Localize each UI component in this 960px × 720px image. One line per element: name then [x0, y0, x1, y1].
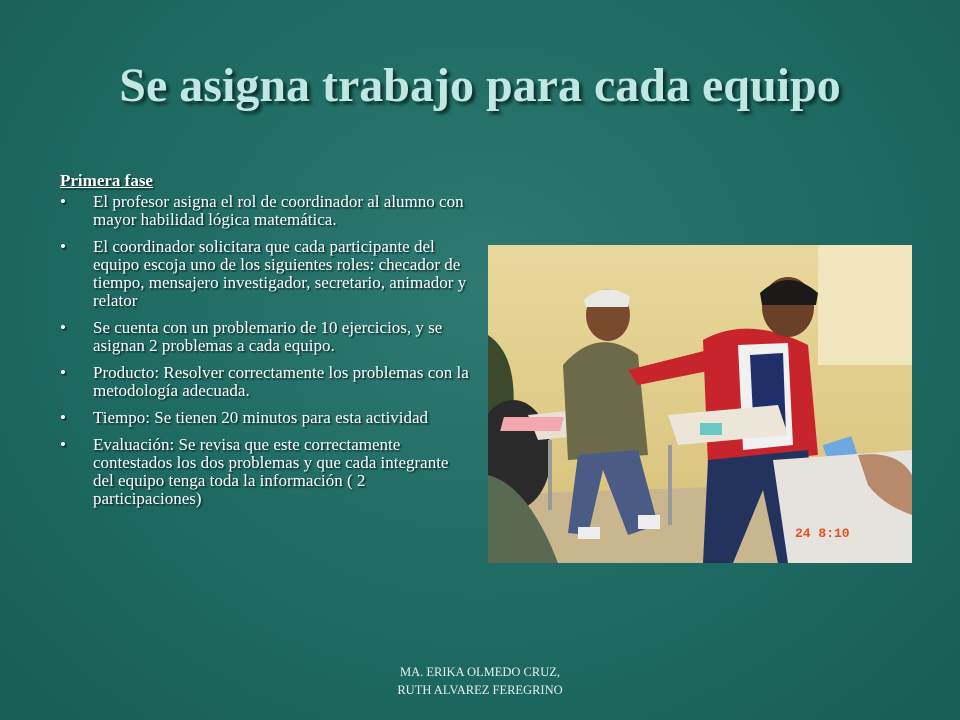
footer-line: MA. ERIKA OLMEDO CRUZ, — [399, 665, 561, 679]
bullet-text: Evaluación: Se revisa que este correctamente contestados los dos problemas y que cada integrante del equipo tenga toda la información ( 2 participaciones) — [93, 435, 449, 508]
slide-body — [60, 172, 470, 517]
phase-heading: Primera fase — [60, 171, 153, 190]
bullet-item — [60, 319, 470, 355]
bullet-icon: • — [60, 318, 66, 337]
bullet-item — [60, 409, 470, 427]
bullet-text: El profesor asigna el rol de coordinador al alumno con mayor habilidad lógica matemática. — [93, 192, 464, 229]
bullet-icon: • — [60, 237, 66, 256]
bullet-item — [60, 436, 470, 508]
bullet-list — [60, 193, 470, 508]
footer-line: RUTH ALVAREZ FEREGRINO — [397, 683, 563, 697]
footer-authors — [330, 663, 630, 699]
bullet-icon: • — [60, 363, 66, 382]
bullet-text: Producto: Resolver correctamente los problemas con la metodología adecuada. — [93, 363, 469, 400]
bullet-text: El coordinador solicitara que cada participante del equipo escoja uno de los siguientes roles: checador de tiempo, mensajero investigador, secretario, animador y relator — [93, 237, 467, 310]
bullet-item — [60, 364, 470, 400]
bullet-text: Se cuenta con un problemario de 10 ejercicios, y se asignan 2 problemas a cada equipo. — [93, 318, 443, 355]
slide-title: Se asigna trabajo para cada equipo — [119, 59, 841, 112]
bullet-icon: • — [60, 192, 66, 211]
bullet-text: Tiempo: Se tienen 20 minutos para esta actividad — [93, 408, 429, 427]
bullet-icon: • — [60, 408, 66, 427]
bullet-item — [60, 238, 470, 310]
bullet-icon: • — [60, 435, 66, 454]
photo-timestamp: 24 8:10 — [795, 526, 850, 541]
classroom-photo — [488, 245, 912, 563]
bullet-item — [60, 193, 470, 229]
